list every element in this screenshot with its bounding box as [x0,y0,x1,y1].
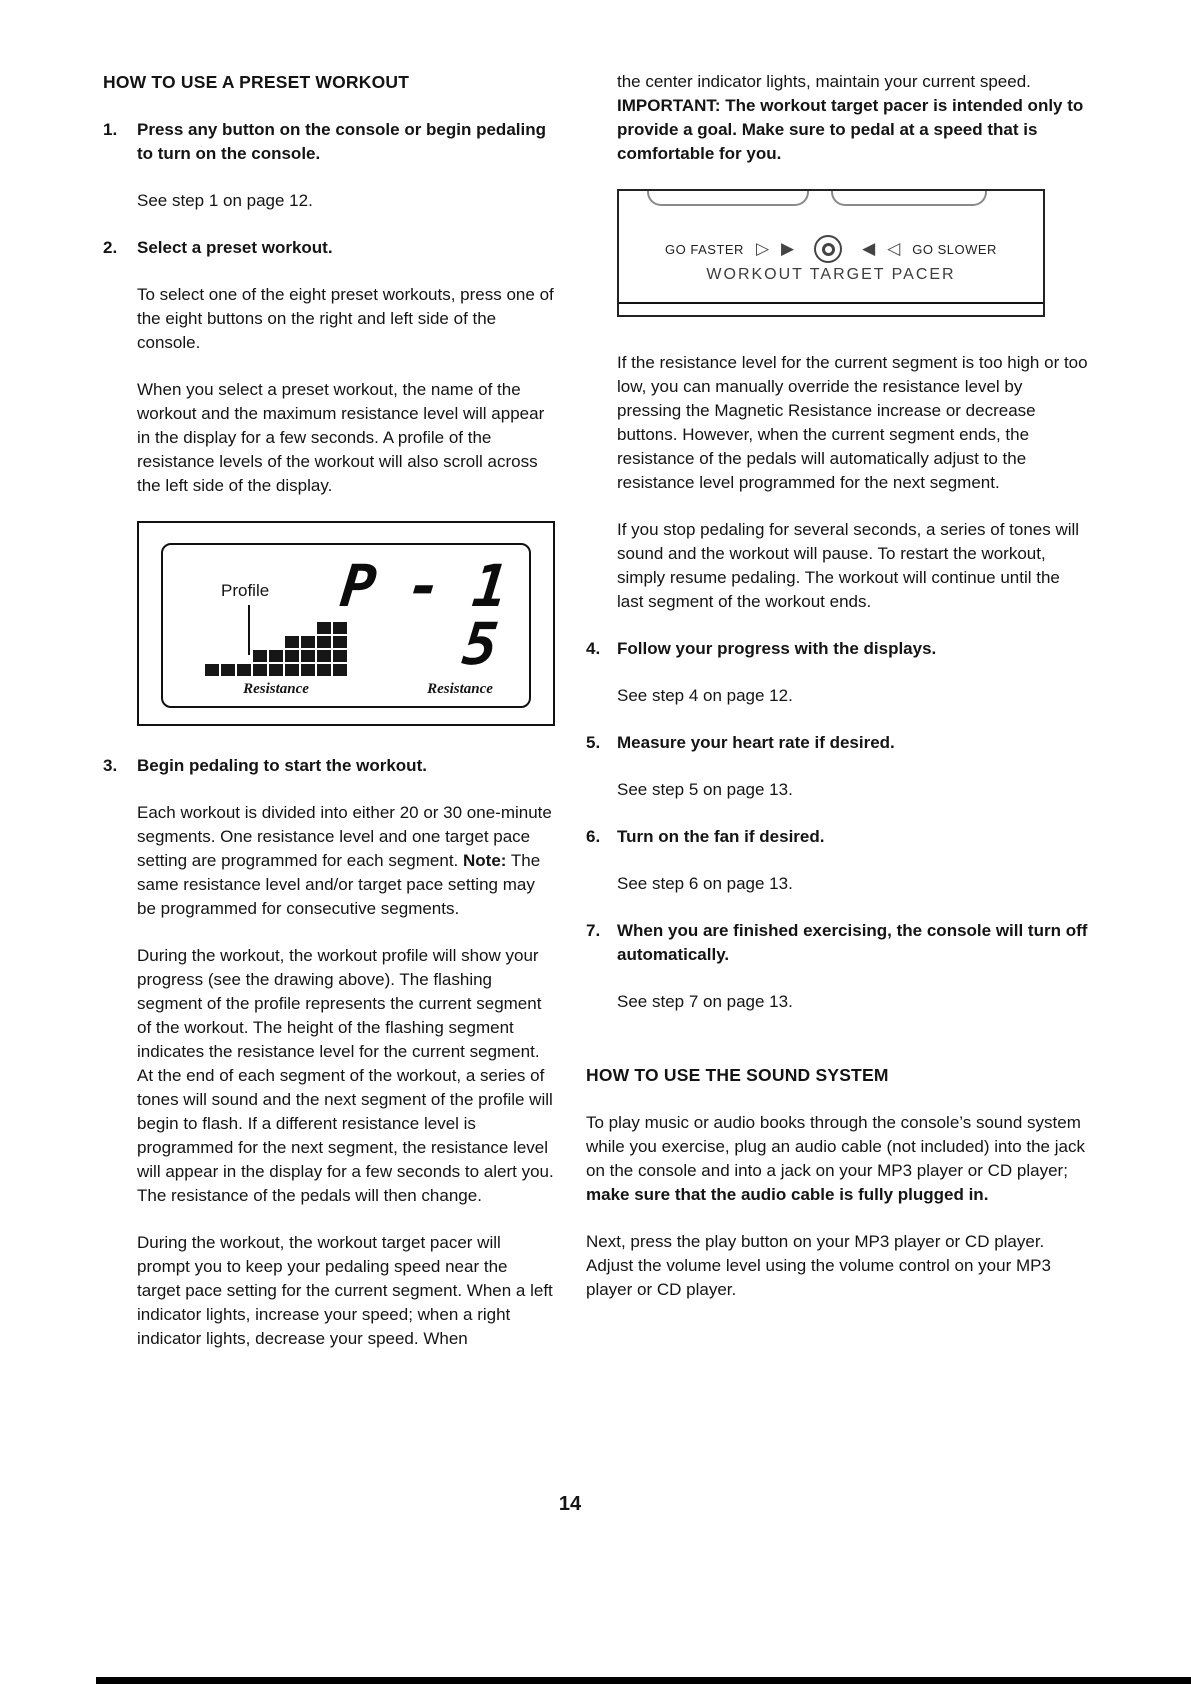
step-5 [586,731,1088,825]
step-6 [586,825,1088,919]
go-faster-outline-arrow-icon: ▷ [755,238,770,259]
step-3-title: Begin pedaling to start the workout. [137,756,427,775]
step-4-body [617,637,1088,731]
step-5-title: Measure your heart rate if desired. [617,733,895,752]
step-5-number: 5. [586,733,601,752]
step-2-number: 2. [103,238,118,257]
step-3-paragraph-1 [137,801,555,921]
console-contour-left [647,191,809,206]
console-contour-right [831,191,987,206]
step-3-body [137,754,555,1374]
resistance-label-right: Resistance [427,681,493,697]
go-slower-outline-arrow-icon: ◁ [887,238,901,259]
page-bottom-edge [96,1677,1191,1684]
step-2 [103,236,555,754]
pacer-indicator-row [619,235,1043,263]
text-run: The same resistance level and/or target pace setting may be programmed for consecutive segments. [137,851,541,918]
step-6-paragraph: See step 6 on page 13. [617,874,793,893]
step-7-title: When you are finished exercising, the console will turn off automatically. [617,921,1088,964]
workout-target-pacer-caption: WORKOUT TARGET PACER [706,266,956,283]
step-1-paragraph: See step 1 on page 12. [137,191,313,210]
workout-pause-paragraph: If you stop pedaling for several seconds, a series of tones will sound and the workout will pause. To restart the workout, simply resume pedaling. The workout will continue until the last segment of the workout ends. [617,520,1080,611]
resistance-level-digit: 5 [459,610,500,678]
sound-system-paragraph-1 [586,1111,1088,1207]
step-1-title: Press any button on the console or begin pedaling to turn on the console. [137,120,546,163]
step-3-continuation-paragraph [617,70,1088,166]
text-run: To play music or audio books through the console’s sound system while you exercise, plug an audio cable (not included) into the jack on the console and into a jack on your MP3 player or CD player; [586,1113,1085,1180]
workout-name-digits: P - 1 [337,552,510,620]
go-faster-filled-arrow-icon: ▶ [781,238,795,259]
step-4-number: 4. [586,639,601,658]
step-3-paragraph-2: During the workout, the workout profile will show your progress (see the drawing above). The flashing segment of the profile represents the current segment of the workout. The height of the flashing segment indicates the resistance level for the current segment. At the end of each segment of the workout, a series of tones will sound and the next segment of the profile will begin to flash. If a different resistance level is programmed for the next segment, the resistance level will appear in the display for a few seconds to alert you. The resistance of the pedals will then change. [137,946,554,1205]
step-1-number: 1. [103,120,118,139]
audio-cable-note: make sure that the audio cable is fully plugged in. [586,1185,989,1204]
console-display-figure [137,521,555,726]
step-7 [586,919,1088,1037]
step-4-paragraph: See step 4 on page 12. [617,686,793,705]
target-pace-indicator-icon [814,235,842,263]
step-4 [586,637,1088,731]
right-column [586,70,1088,1325]
go-slower-filled-arrow-icon: ◀ [862,238,876,259]
step-5-body [617,731,1088,825]
step-7-number: 7. [586,921,601,940]
step-6-title: Turn on the fan if desired. [617,827,825,846]
step-2-paragraph-2: When you select a preset workout, the name of the workout and the maximum resistance level will appear in the display for a few seconds. A profile of the resistance levels of the workout will also scroll across the left side of the display. [137,380,545,495]
sound-system-paragraph-2: Next, press the play button on your MP3 player or CD player. Adjust the volume level using the volume control on your MP3 player or CD player. [586,1232,1051,1299]
step-7-body [617,919,1088,1037]
step-1 [103,118,555,236]
step-2-title: Select a preset workout. [137,238,333,257]
display-screen [161,543,531,708]
step-3 [103,754,555,1374]
step-1-body [137,118,555,236]
step-7-paragraph: See step 7 on page 13. [617,992,793,1011]
step-6-body [617,825,1088,919]
step-2-paragraph-1: To select one of the eight preset workouts, press one of the eight buttons on the right and left side of the console. [137,285,554,352]
step-4-title: Follow your progress with the displays. [617,639,937,658]
step-5-paragraph: See step 5 on page 13. [617,780,793,799]
preset-workout-heading: HOW TO USE A PRESET WORKOUT [103,72,410,92]
step-3-paragraph-3: During the workout, the workout target pacer will prompt you to keep your pedaling speed near the target pace setting for the current segment. When a left indicator lights, increase your speed; when a right indicator lights, decrease your speed. When [137,1233,553,1348]
text-run: Each workout is divided into either 20 or 30 one-minute segments. One resistance level and one target pace setting are programmed for each segment. [137,803,552,870]
go-slower-label: GO SLOWER [912,241,997,257]
sound-system-heading: HOW TO USE THE SOUND SYSTEM [586,1065,889,1085]
resistance-override-paragraph: If the resistance level for the current segment is too high or too low, you can manually override the resistance level by pressing the Magnetic Resistance increase or decrease buttons. However, when the current segment ends, the resistance of the pedals will automatically adjust to the resistance level programmed for the next segment. [617,353,1088,492]
left-column [103,70,555,1374]
important-note: IMPORTANT: The workout target pacer is intended only to provide a goal. Make sure to pedal at a speed that is comfortable for you. [617,96,1084,163]
step-2-body [137,236,555,754]
pacer-divider-line [619,302,1043,304]
note-label: Note: [463,851,507,870]
target-ring-icon [822,243,835,256]
workout-target-pacer-figure [617,189,1045,317]
go-faster-label: GO FASTER [665,241,744,257]
resistance-label-left: Resistance [243,681,309,697]
resistance-profile-bars [205,622,347,676]
profile-label: Profile [221,581,270,600]
step-3-number: 3. [103,756,118,775]
page-number: 14 [558,1493,582,1515]
step-6-number: 6. [586,827,601,846]
text-run: the center indicator lights, maintain your current speed. [617,72,1031,91]
